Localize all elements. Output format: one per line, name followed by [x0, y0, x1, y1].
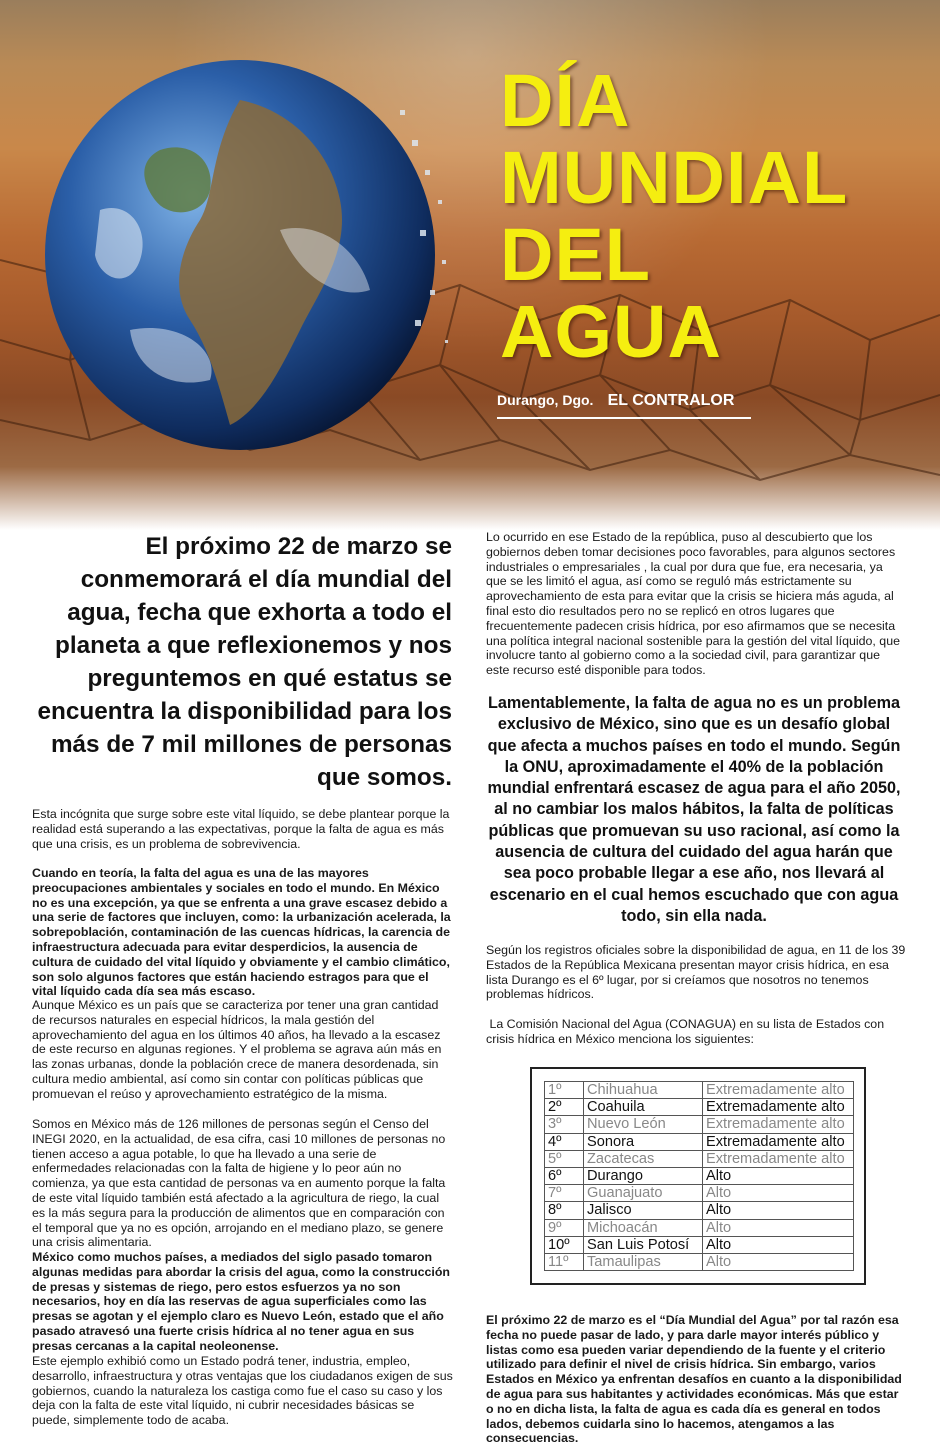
hero-banner: [0, 0, 940, 530]
left-paragraph-5: México como muchos países, a mediados del siglo pasado tomaron algunas medidas para abordar la crisis del agua, como la construcción de presas y sistemas de riego, pero estos esfuerzos ya no son necesarios, hoy en día las reservas de agua superficiales como las presas se agotan y el ejemplo claro es Nuevo León, estado que el año pasado atravesó una fuerte crisis hídrica al no tener agua en sus presas cercanas a la capital neoleonense.: [32, 1250, 450, 1353]
page-title: [500, 59, 920, 373]
lede-paragraph: El próximo 22 de marzo se conmemorará el día mundial del agua, fecha que exhorta a todo el planeta a que reflexionemos y nos preguntemos en qué estatus se encuentra la disponibilidad para los más de 7 mil millones de personas que somos.: [37, 533, 452, 791]
table-row: [545, 1202, 854, 1219]
level-cell: Alto: [703, 1254, 854, 1271]
title-line-3: DEL: [500, 213, 651, 296]
title-line-2: MUNDIAL: [500, 136, 849, 219]
crisis-states-table: [544, 1081, 854, 1271]
level-cell: Alto: [703, 1168, 854, 1185]
level-cell: Extremadamente alto: [703, 1150, 854, 1167]
table-row: [545, 1168, 854, 1185]
earth-globe-illustration: [40, 30, 460, 480]
left-paragraph-6: Este ejemplo exhibió como un Estado podrá tener, industria, empleo, desarrollo, infraestructura y otras ventajas que los ciudadanos exigen de sus gobiernos, cuando la naturaleza los castiga como fue el caso su caso y los deja con la falta de este vital líquido, ni cubrir necesidades básicas se puede, simplemente todo de acaba.: [32, 1354, 453, 1428]
state-cell: Sonora: [584, 1133, 703, 1150]
rank-cell: 9º: [545, 1219, 584, 1236]
table-row: [545, 1082, 854, 1099]
rank-cell: 7º: [545, 1185, 584, 1202]
left-paragraph-2: Cuando en teoría, la falta del agua es una de las mayores preocupaciones ambientales y sociales en todo el mundo. En México no es una excepción, ya que se enfrenta a una grave escasez debido a una serie de factores que incluyen, como: la urbanización acelerada, la sobrepoblación, contaminación de las cuencas hídricas, la carencia de infraestructura adecuada para evitar desperdicios, la ausencia de cultura de cuidado del vital líquido y obviamente y el cambio climático, son solo algunos factores que están haciendo estragos para que el vital líquido cada día sea más escaso.: [32, 866, 451, 999]
closing-paragraph: El próximo 22 de marzo es el “Día Mundial del Agua” por tal razón esa fecha no puede pasar de lado, y para darle mayor interés público y listas como esa pueden variar dependiendo de la fuente y el criterio utilizado para definir el nivel de crisis hídrica. Sin embargo, varios Estados en México ya enfrentan desafíos en cuanto a la disponibilidad de agua para sus habitantes y actividades económicas. Más que estar o no en dicha lista, la falta de agua es cada día es general en todos lados, debemos cuidarla sino lo hacemos, atengamos a las consecuencias.: [486, 1313, 902, 1446]
left-paragraph-4: Somos en México más de 126 millones de personas según el Censo del INEGI 2020, en la actualidad, de esa cifra, casi 10 millones de personas no tienen acceso a agua potable, lo que ha llevado a una serie de enfermedades relacionadas con la falta de higiene y lo peor aún no comienza, ya que esta cantidad de personas va en aumento porque la falta de este vital líquido también está afectado a la agricultura de riego, la cual es la más segura para la producción de alimentos que en comparación con el temporal que ya no es opción, arrojando en el mediano plazo, se genere una crisis alimentaria.: [32, 1117, 446, 1250]
state-cell: San Luis Potosí: [584, 1236, 703, 1253]
rank-cell: 10º: [545, 1236, 584, 1253]
table-row: [545, 1150, 854, 1167]
level-cell: Alto: [703, 1185, 854, 1202]
table-row: [545, 1099, 854, 1116]
table-row: [545, 1219, 854, 1236]
rank-cell: 8º: [545, 1202, 584, 1219]
table-row: [545, 1236, 854, 1253]
right-paragraph-2: Según los registros oficiales sobre la disponibilidad de agua, en 11 de los 39 Estados de la República Mexicana presentan mayor crisis hídrica, en esa lista Durango es el 6º lugar, por si creíamos que nosotros no tenemos problemas hídricos.: [486, 943, 906, 1002]
level-cell: Extremadamente alto: [703, 1116, 854, 1133]
left-paragraph-1: Esta incógnita que surge sobre este vital líquido, se debe plantear porque la realidad está superando a las expectativas, porque la falta de agua es más que una crisis, es un problema de sobrevivencia.: [32, 807, 450, 851]
byline-place: Durango, Dgo.: [497, 392, 594, 408]
state-cell: Coahuila: [584, 1099, 703, 1116]
table-row: [545, 1185, 854, 1202]
table-row: [545, 1116, 854, 1133]
byline: [497, 392, 734, 410]
state-cell: Durango: [584, 1168, 703, 1185]
state-cell: Zacatecas: [584, 1150, 703, 1167]
byline-divider: [497, 417, 751, 419]
level-cell: Alto: [703, 1219, 854, 1236]
rank-cell: 11º: [545, 1254, 584, 1271]
level-cell: Alto: [703, 1236, 854, 1253]
state-cell: Jalisco: [584, 1202, 703, 1219]
rank-cell: 3º: [545, 1116, 584, 1133]
state-cell: Chihuahua: [584, 1082, 703, 1099]
state-cell: Tamaulipas: [584, 1254, 703, 1271]
rank-cell: 5º: [545, 1150, 584, 1167]
rank-cell: 1º: [545, 1082, 584, 1099]
level-cell: Alto: [703, 1202, 854, 1219]
right-paragraph-3: La Comisión Nacional del Agua (CONAGUA) en su lista de Estados con crisis hídrica en México menciona los siguientes:: [486, 1017, 888, 1046]
level-cell: Extremadamente alto: [703, 1082, 854, 1099]
rank-cell: 2º: [545, 1099, 584, 1116]
title-line-4: AGUA: [500, 290, 722, 373]
title-line-1: DÍA: [500, 59, 631, 142]
byline-publication: EL CONTRALOR: [607, 392, 735, 409]
crisis-states-table-frame: [530, 1067, 866, 1285]
state-cell: Guanajuato: [584, 1185, 703, 1202]
left-paragraph-3: Aunque México es un país que se caracteriza por tener una gran cantidad de recursos naturales en especial hídricos, la mala gestión del aprovechamiento del agua en los últimos 40 años, ha llevado a la escasez de este recurso en algunas regiones. Y el problema se agrava aún más en las zonas urbanas, donde la población crece de manera desordenada, sin cultura medio ambiental, así como sin contar con políticas públicas que promuevan el reúso y aprovechamiento estratégico de la misma.: [32, 998, 442, 1101]
rank-cell: 4º: [545, 1133, 584, 1150]
rank-cell: 6º: [545, 1168, 584, 1185]
table-row: [545, 1254, 854, 1271]
pull-quote: Lamentablemente, la falta de agua no es un problema exclusivo de México, sino que es un desafío global que afecta a muchos países en todo el mundo. Según la ONU, aproximadamente el 40% de la población mundial enfrentará escasez de agua para el año 2050, al no cambiar los malos hábitos, la falta de políticas públicas que promuevan su uso racional, así como la ausencia de cultura del cuidado del agua harán que sea poco probable llegar a ese año, nos llevará al escenario en el cual hemos escuchado que con agua todo, sin ella nada.: [487, 694, 901, 925]
state-cell: Nuevo León: [584, 1116, 703, 1133]
right-paragraph-1: Lo ocurrido en ese Estado de la república, puso al descubierto que los gobiernos deben tomar decisiones poco favorables, para algunos sectores industriales o empresariales , la cual por dura que fue, era necesaria, ya que se les limitó el agua, así como se reguló más estrictamente su aprovechamiento de esta para evitar que la crisis se hiciera más aguda, al final esto dio resultados pero no se replicó en otros lugares que frecuentemente padecen crisis hídrica, por eso afirmamos que se necesita una política integral nacional sostenible para la gestión del vital líquido, que involucre tanto al gobierno como a la sociedad civil, para garantizar que este recurso esté disponible para todos.: [486, 530, 900, 678]
level-cell: Extremadamente alto: [703, 1099, 854, 1116]
level-cell: Extremadamente alto: [703, 1133, 854, 1150]
table-row: [545, 1133, 854, 1150]
state-cell: Michoacán: [584, 1219, 703, 1236]
